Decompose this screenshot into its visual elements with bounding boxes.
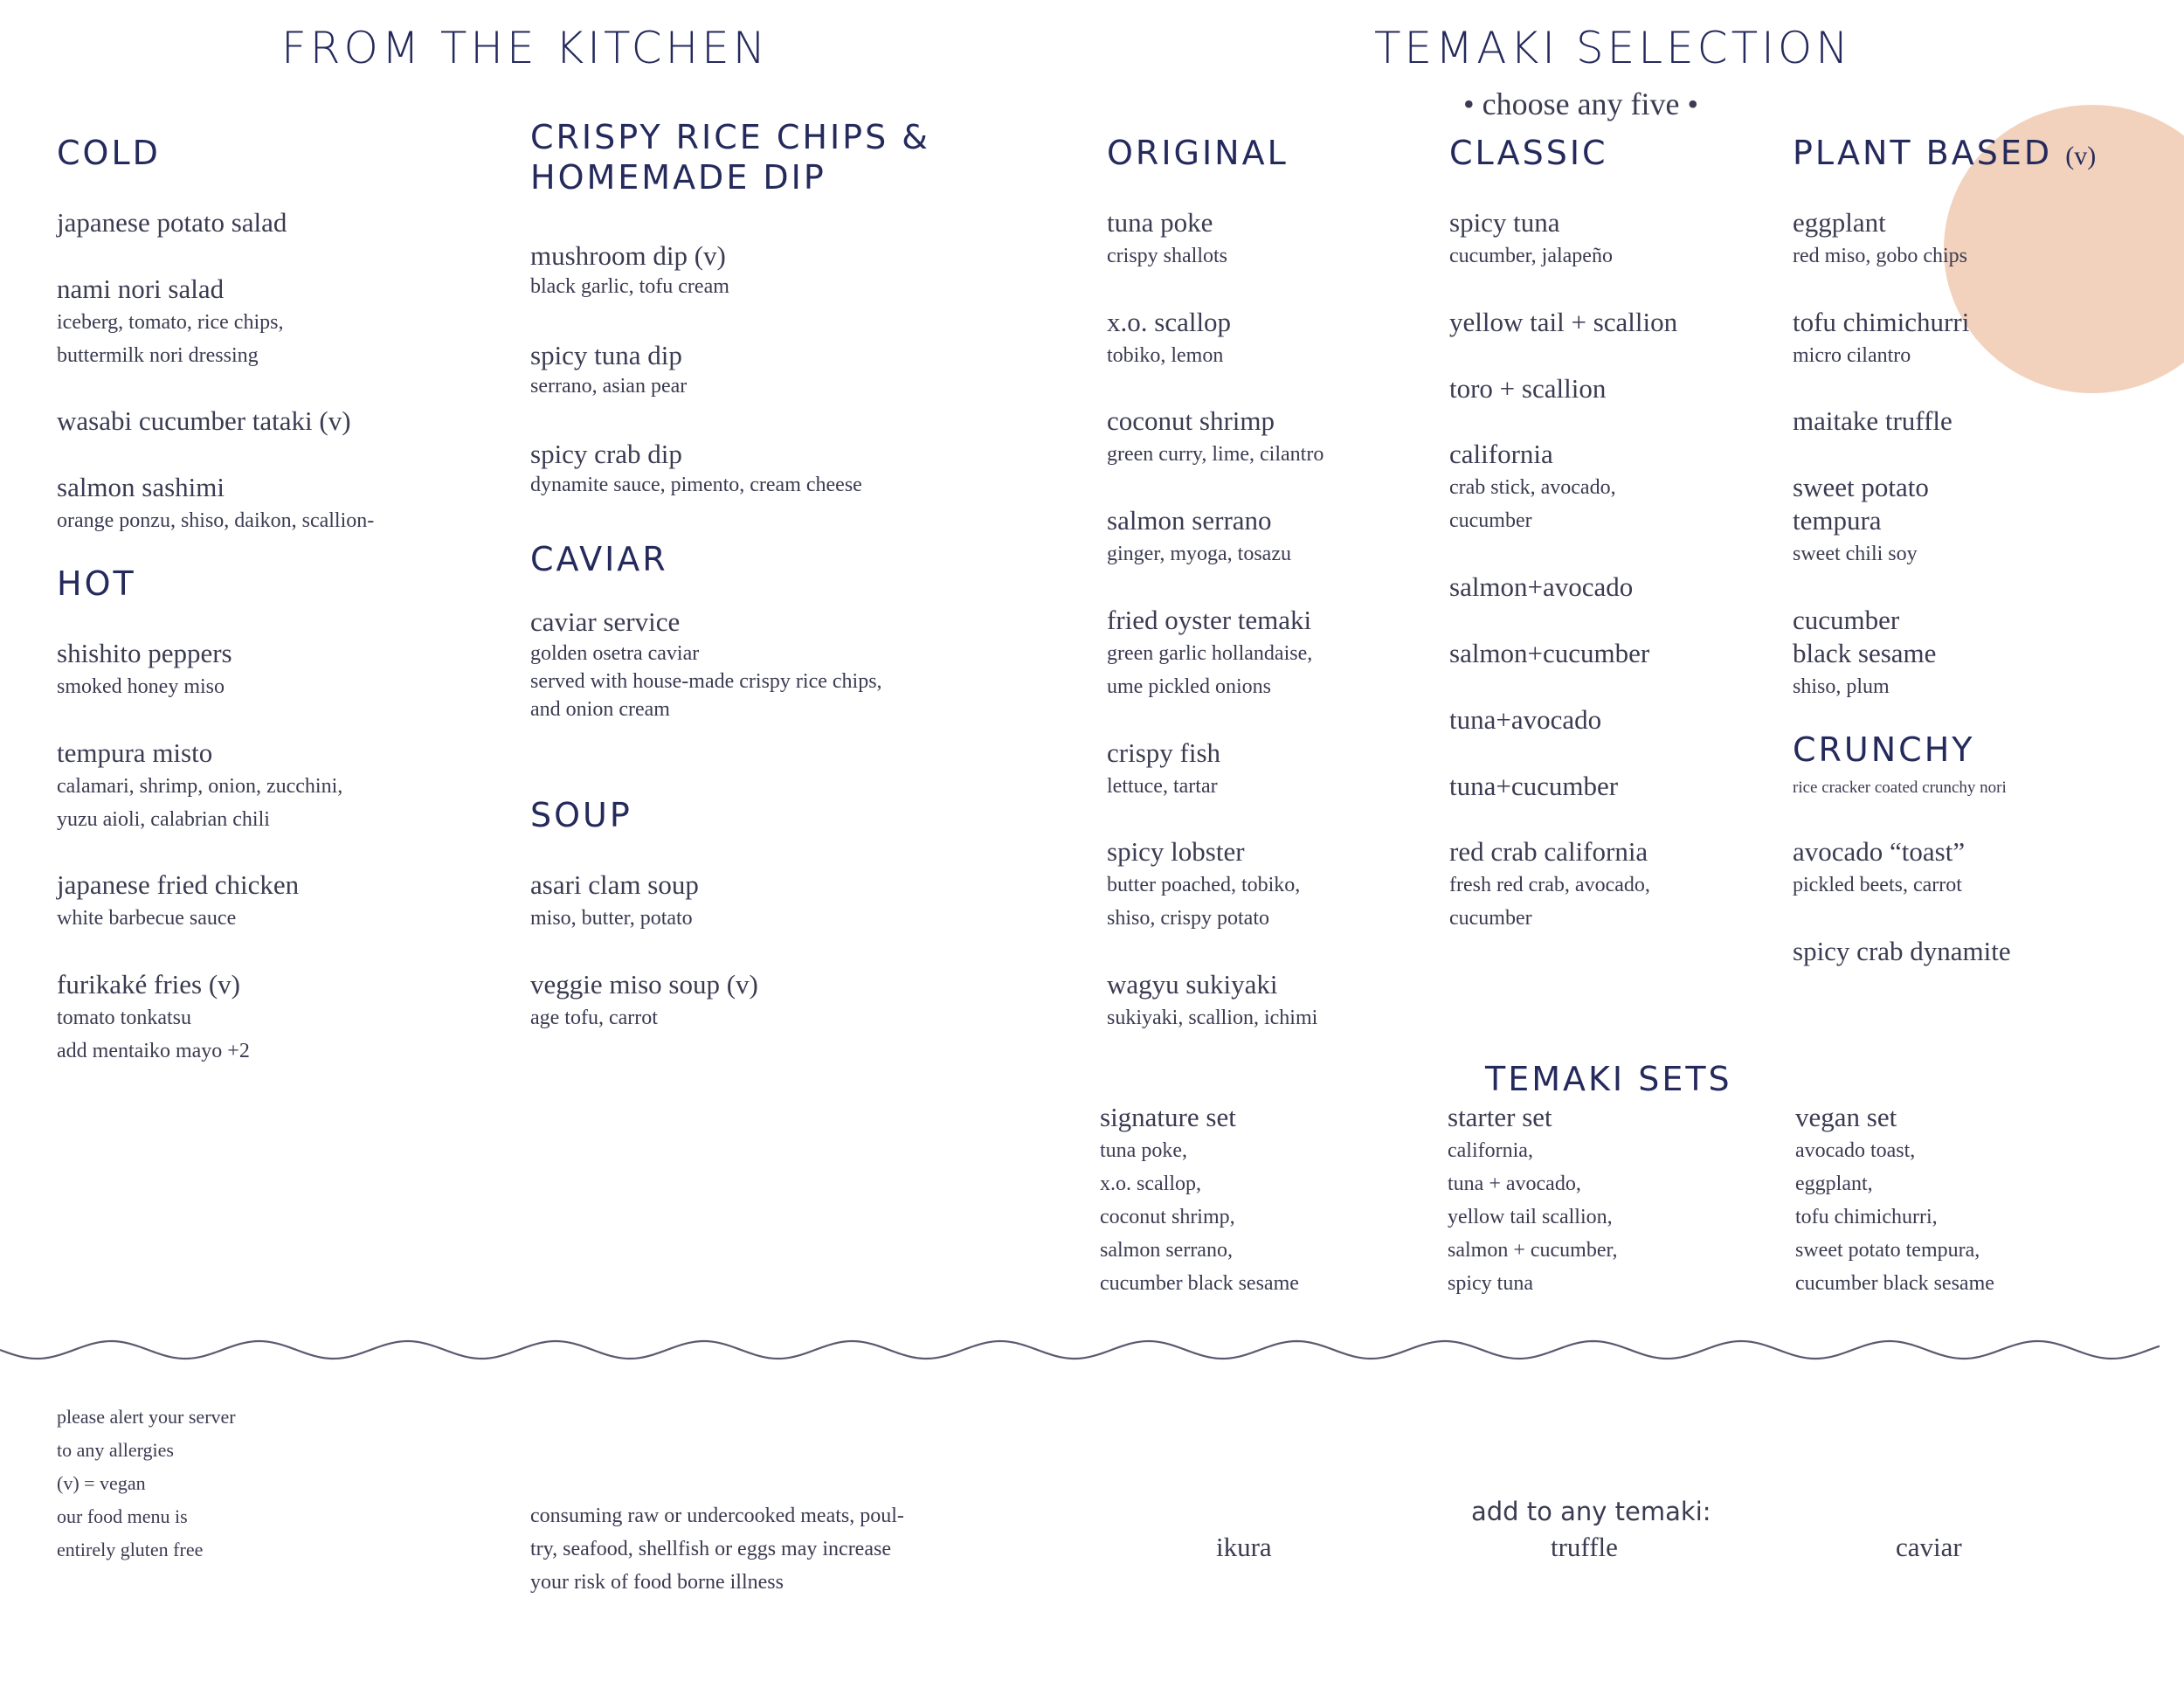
dish-desc: miso, butter, potato <box>530 907 693 930</box>
set-desc: yellow tail scallion, <box>1448 1206 1613 1228</box>
dish-desc: shiso, plum <box>1793 675 1890 698</box>
dish-desc: green garlic hollandaise, <box>1107 642 1313 665</box>
menu-item <box>1449 206 1613 273</box>
dish-name: salmon+avocado <box>1449 571 1634 602</box>
crunchy-heading: CRUNCHY <box>1793 730 1975 769</box>
dish-name: cucumber <box>1793 605 1900 635</box>
set-desc: tuna + avocado, <box>1448 1173 1581 1195</box>
kitchen-title: FROM THE KITCHEN <box>281 23 770 73</box>
set-name: starter set <box>1448 1102 1552 1132</box>
dish-desc: iceberg, tomato, rice chips, <box>57 311 284 334</box>
menu-item <box>530 868 699 935</box>
dish-name: tuna+cucumber <box>1449 771 1619 801</box>
menu-item <box>1107 306 1231 372</box>
dish-desc: and onion cream <box>530 698 670 721</box>
addon-caviar: caviar <box>1896 1532 1962 1562</box>
menu-item <box>1107 968 1317 1034</box>
dish-name: tempura <box>1793 505 1882 536</box>
menu-item <box>1449 770 1618 803</box>
dish-desc: white barbecue sauce <box>57 907 237 930</box>
dish-name: spicy crab dip <box>530 439 682 469</box>
menu-item <box>1793 604 1936 703</box>
set-desc: cucumber black sesame <box>1100 1272 1299 1295</box>
menu-item <box>1449 372 1606 405</box>
menu-item <box>57 968 250 1068</box>
add-to-temaki-label: add to any temaki: <box>1471 1497 1711 1526</box>
classic-heading: CLASSIC <box>1449 134 1608 172</box>
dish-name: tempura misto <box>57 737 213 768</box>
dish-desc: crispy shallots <box>1107 245 1227 267</box>
menu-item <box>1449 703 1601 737</box>
warning-line: try, seafood, shellfish or eggs may increase <box>530 1538 891 1560</box>
dish-name: wagyu sukiyaki <box>1107 969 1278 1000</box>
dish-desc: micro cilantro <box>1793 344 1911 367</box>
temaki-title: TEMAKI SELECTION <box>1374 23 1852 73</box>
menu-item <box>530 339 687 400</box>
set-desc: avocado toast, <box>1795 1139 1916 1162</box>
dish-name: x.o. scallop <box>1107 307 1232 337</box>
set-desc: salmon + cucumber, <box>1448 1239 1618 1262</box>
crispy-heading-line: CRISPY RICE CHIPS & <box>530 118 930 156</box>
note-line: our food menu is <box>57 1505 188 1527</box>
dish-name: fried oyster temaki <box>1107 605 1312 635</box>
dish-desc: pickled beets, carrot <box>1793 874 1962 896</box>
choose-subtitle: • choose any five • <box>1463 86 1699 121</box>
set-name: vegan set <box>1795 1102 1897 1132</box>
dish-name: maitake truffle <box>1793 405 1952 436</box>
dish-desc: orange ponzu, shiso, daikon, scallion- <box>57 509 375 532</box>
note-line: entirely gluten free <box>57 1539 204 1560</box>
dish-name: japanese fried chicken <box>57 869 300 900</box>
dish-name: salmon serrano <box>1107 505 1272 536</box>
dish-name: veggie miso soup (v) <box>530 969 758 1000</box>
original-heading: ORIGINAL <box>1107 134 1289 172</box>
addon-truffle: truffle <box>1551 1532 1618 1562</box>
menu-item <box>530 968 758 1034</box>
dish-desc: cucumber <box>1449 907 1532 930</box>
menu-item <box>1793 835 1965 902</box>
dish-desc: dynamite sauce, pimento, cream cheese <box>530 474 862 496</box>
wave-divider <box>0 1324 2184 1376</box>
menu-item <box>1449 571 1633 604</box>
menu-item <box>57 868 299 935</box>
crispy-heading-line: HOMEMADE DIP <box>530 158 826 197</box>
dish-desc: serrano, asian pear <box>530 375 688 398</box>
consumption-warning <box>530 1499 904 1599</box>
warning-line: your risk of food borne illness <box>530 1571 784 1594</box>
set-desc: eggplant, <box>1795 1173 1873 1195</box>
dish-name: caviar service <box>530 606 681 637</box>
dish-name: tuna+avocado <box>1449 704 1602 735</box>
soup-heading: SOUP <box>530 796 632 834</box>
cold-heading: COLD <box>57 134 161 172</box>
set-item <box>1795 1101 1994 1300</box>
dish-name: toro + scallion <box>1449 373 1607 404</box>
dish-name: asari clam soup <box>530 869 699 900</box>
dish-name: eggplant <box>1793 207 1886 238</box>
dish-desc: cucumber <box>1449 509 1532 532</box>
dish-desc: ume pickled onions <box>1107 675 1271 698</box>
menu-item <box>1449 835 1650 935</box>
menu-item <box>57 405 351 438</box>
menu-item <box>57 471 374 537</box>
crunchy-subtitle: rice cracker coated crunchy nori <box>1793 778 2007 797</box>
menu-item <box>1107 405 1324 471</box>
dish-name: crispy fish <box>1107 737 1221 768</box>
menu-item <box>530 239 729 301</box>
dish-desc: ginger, myoga, tosazu <box>1107 543 1291 565</box>
dish-desc: tobiko, lemon <box>1107 344 1224 367</box>
dish-desc: lettuce, tartar <box>1107 775 1218 798</box>
wave-line <box>0 1341 2160 1359</box>
set-desc: tofu chimichurri, <box>1795 1206 1938 1228</box>
menu-item <box>1449 637 1649 670</box>
menu-item <box>1793 206 1967 273</box>
menu-item <box>57 737 342 836</box>
dish-name: salmon sashimi <box>57 472 225 502</box>
dish-desc: tomato tonkatsu <box>57 1007 191 1029</box>
dish-name: mushroom dip (v) <box>530 240 726 271</box>
dish-desc: age tofu, carrot <box>530 1007 658 1029</box>
allergy-notes <box>57 1401 236 1567</box>
dish-desc: buttermilk nori dressing <box>57 344 259 367</box>
dish-desc: sweet chili soy <box>1793 543 1918 565</box>
dish-name: shishito peppers <box>57 638 232 668</box>
menu-item <box>57 637 232 703</box>
dish-name: california <box>1449 439 1553 469</box>
dish-name: japanese potato salad <box>57 207 287 238</box>
menu-item <box>1449 438 1616 537</box>
dish-name: spicy lobster <box>1107 836 1245 867</box>
dish-desc: sukiyaki, scallion, ichimi <box>1107 1007 1318 1029</box>
dish-name: sweet potato <box>1793 472 1929 502</box>
set-desc: salmon serrano, <box>1100 1239 1233 1262</box>
menu-item <box>1793 935 2011 968</box>
menu-item <box>1449 306 1677 339</box>
dish-name: yellow tail + scallion <box>1449 307 1678 337</box>
menu-item <box>1107 604 1312 703</box>
dish-name: tuna poke <box>1107 207 1213 238</box>
menu-item <box>530 605 882 723</box>
dish-name: black sesame <box>1793 638 1937 668</box>
dish-desc: served with house-made crispy rice chips, <box>530 670 882 693</box>
warning-line: consuming raw or undercooked meats, poul- <box>530 1505 904 1527</box>
dish-desc: add mentaiko mayo +2 <box>57 1040 250 1062</box>
dish-name: spicy tuna <box>1449 207 1560 238</box>
dish-name: spicy crab dynamite <box>1793 936 2011 966</box>
dish-desc: calamari, shrimp, onion, zucchini, <box>57 775 343 798</box>
menu-item <box>1107 206 1227 273</box>
menu-item <box>1793 471 1929 571</box>
plant-based-label: PLANT BASED <box>1793 134 2053 172</box>
dish-name: wasabi cucumber tataki (v) <box>57 405 351 436</box>
dish-desc: butter poached, tobiko, <box>1107 874 1301 896</box>
dish-name: furikaké fries (v) <box>57 969 241 1000</box>
note-line: to any allergies <box>57 1439 174 1461</box>
set-desc: x.o. scallop, <box>1100 1173 1201 1195</box>
dish-name: salmon+cucumber <box>1449 638 1650 668</box>
addon-ikura: ikura <box>1216 1532 1272 1562</box>
note-line: (v) = vegan <box>57 1472 146 1494</box>
hot-heading: HOT <box>57 564 136 603</box>
dish-desc: black garlic, tofu cream <box>530 275 729 298</box>
dish-desc: yuzu aioli, calabrian chili <box>57 808 270 831</box>
vegan-mark: (v) <box>2065 142 2097 170</box>
dish-desc: smoked honey miso <box>57 675 225 698</box>
set-desc: spicy tuna <box>1448 1272 1533 1295</box>
set-desc: coconut shrimp, <box>1100 1206 1235 1228</box>
plant-based-heading <box>1793 133 2096 176</box>
dish-name: red crab california <box>1449 836 1648 867</box>
caviar-heading: CAVIAR <box>530 540 668 578</box>
menu-item <box>1107 737 1220 803</box>
dish-name: spicy tuna dip <box>530 340 682 370</box>
set-desc: sweet potato tempura, <box>1795 1239 1980 1262</box>
menu-item <box>530 438 862 499</box>
note-line: please alert your server <box>57 1406 236 1428</box>
set-desc: tuna poke, <box>1100 1139 1187 1162</box>
crispy-heading <box>530 117 930 197</box>
menu-item <box>57 273 283 372</box>
dish-desc: fresh red crab, avocado, <box>1449 874 1650 896</box>
menu-item <box>1107 504 1291 571</box>
dish-desc: green curry, lime, cilantro <box>1107 443 1324 466</box>
dish-desc: crab stick, avocado, <box>1449 476 1616 499</box>
dish-desc: cucumber, jalapeño <box>1449 245 1613 267</box>
menu-item <box>1793 306 1969 372</box>
set-desc: cucumber black sesame <box>1795 1272 1994 1295</box>
dish-desc: red miso, gobo chips <box>1793 245 1967 267</box>
dish-name: nami nori salad <box>57 273 225 304</box>
dish-desc: shiso, crispy potato <box>1107 907 1269 930</box>
set-name: signature set <box>1100 1102 1236 1132</box>
set-desc: california, <box>1448 1139 1533 1162</box>
set-item <box>1100 1101 1299 1300</box>
dish-name: coconut shrimp <box>1107 405 1275 436</box>
menu-item <box>1793 405 1952 438</box>
set-item <box>1448 1101 1618 1300</box>
dish-name: tofu chimichurri <box>1793 307 1970 337</box>
dish-name: avocado “toast” <box>1793 836 1966 867</box>
menu-item <box>1107 835 1300 935</box>
dish-desc: golden osetra caviar <box>530 642 700 665</box>
menu-item <box>57 206 287 239</box>
temaki-sets-heading: TEMAKI SETS <box>1485 1060 1732 1098</box>
